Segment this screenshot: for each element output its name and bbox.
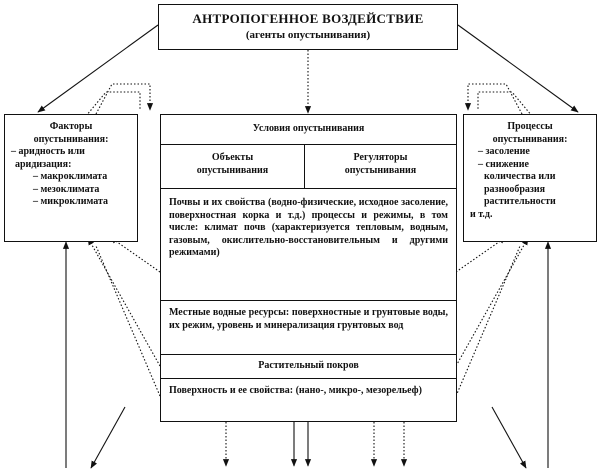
right-title-1: Процессы [507, 121, 553, 132]
arrow-center-to-right-1 [456, 237, 506, 272]
vegetation-text: Растительный покров [258, 360, 359, 371]
water-text: Местные водные ресурсы: поверхностные и грунтовые воды, их режим, уровень и минерализация грунтовых вод [169, 307, 448, 331]
left-item: – микроклимата [33, 196, 109, 207]
right-item: разнообразия [484, 183, 546, 195]
arrow-loop-right-inner [478, 92, 532, 116]
water-cell [161, 301, 456, 355]
right-item: – снижение [478, 158, 529, 170]
top-box [158, 4, 458, 50]
top-title: АНТРОПОГЕННОЕ ВОЗДЕЙСТВИЕ [192, 11, 424, 26]
left-title-1: Факторы [49, 121, 93, 132]
left-title-2: опустынивания: [33, 133, 109, 145]
soils-cell [161, 189, 456, 301]
right-processes-box [463, 114, 597, 242]
surface-text: Поверхность и ее свойства: (нано-, микро-, мезорельеф) [169, 385, 422, 396]
right-item: количества или [484, 171, 556, 182]
top-subtitle: (агенты опустынивания) [245, 29, 371, 41]
arrow-loop-left [96, 84, 150, 114]
arrow-center-to-right-3 [456, 246, 520, 396]
right-title-2: опустынивания: [492, 133, 568, 145]
arrow-diag-bottom-right [492, 407, 526, 468]
surface-cell [161, 379, 456, 421]
soils-text: Почвы и их свойства (водно-физические, исходное засоление, поверхностная корка и т.д.) процессы и режимы, в том числе: климат почв (характеризуется тепловым, водным, газовым, окислительно-восстановительным и другими режимами) [169, 197, 448, 258]
regulators-cell [305, 145, 456, 188]
arrow-loop-left-inner [86, 92, 140, 116]
arrow-center-to-left-2 [88, 238, 160, 366]
regulators-text: Регуляторы опустынивания [344, 152, 417, 176]
right-item: и т.д. [470, 208, 493, 220]
vegetation-cell [161, 355, 456, 379]
objects-cell [161, 145, 305, 188]
left-item: – аридность или [11, 146, 85, 157]
left-factors-box [4, 114, 138, 242]
arrow-top-to-left [38, 25, 158, 112]
right-item: растительности [484, 196, 556, 207]
right-item: – засоление [478, 146, 530, 157]
center-conditions-box [160, 114, 457, 422]
arrow-center-to-right-2 [456, 238, 528, 366]
arrow-loop-right [468, 84, 522, 114]
arrow-diag-bottom-left [91, 407, 125, 468]
arrow-center-to-left-3 [96, 246, 160, 396]
left-item: аридизация: [15, 158, 72, 170]
arrow-center-to-left-1 [110, 237, 160, 272]
center-split-row [161, 145, 456, 189]
center-header-text: Условия опустынивания [252, 123, 365, 134]
objects-text: Объекты опустынивания [196, 152, 269, 176]
left-item: – макроклимата [33, 171, 108, 182]
left-item: – мезоклимата [33, 183, 100, 195]
arrow-top-to-right [458, 25, 578, 112]
center-header [161, 115, 456, 145]
